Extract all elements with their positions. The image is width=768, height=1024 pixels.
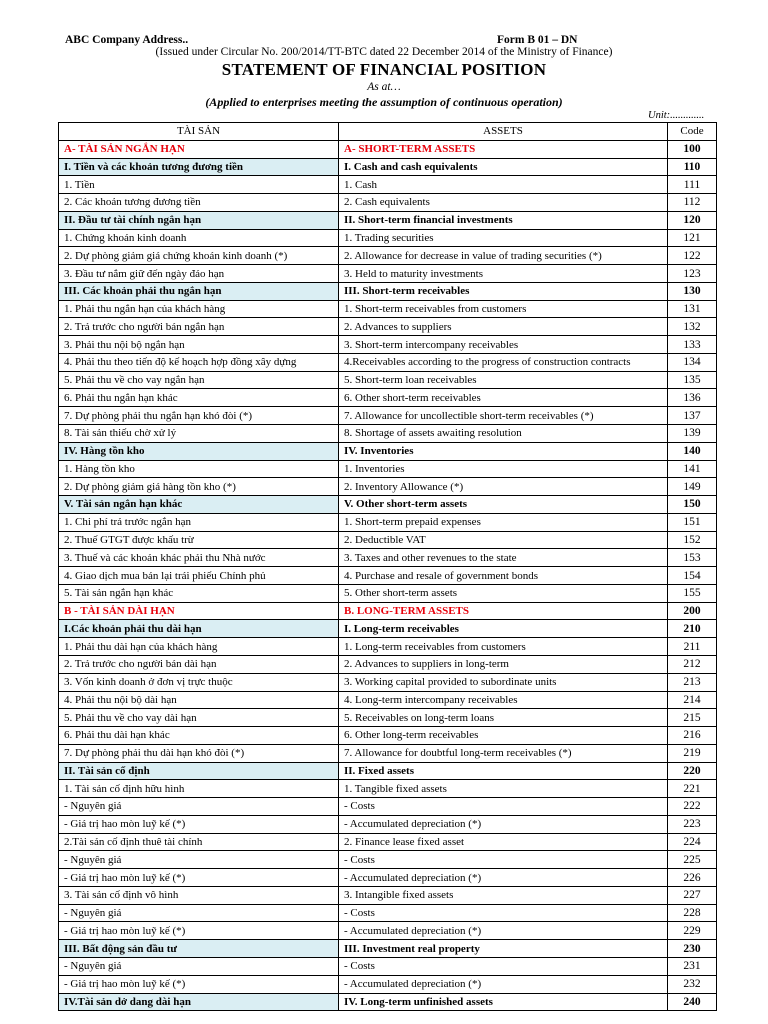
table-row (59, 176, 717, 194)
cell-code: 213 (668, 673, 717, 691)
cell-vietnamese: 1. Tiền (59, 176, 339, 194)
cell-english: 6. Other long-term receivables (339, 727, 668, 745)
table-row (59, 904, 717, 922)
table-row (59, 815, 717, 833)
cell-english: III. Short-term receivables (339, 282, 668, 300)
table-row (59, 993, 717, 1011)
cell-english: - Accumulated depreciation (*) (339, 922, 668, 940)
table-row (59, 922, 717, 940)
cell-english: 2. Cash equivalents (339, 194, 668, 212)
cell-english: 1. Cash (339, 176, 668, 194)
cell-vietnamese: 3. Phải thu nội bộ ngắn hạn (59, 336, 339, 354)
cell-vietnamese: - Nguyên giá (59, 851, 339, 869)
cell-english: 2. Advances to suppliers in long-term (339, 655, 668, 673)
cell-code: 222 (668, 798, 717, 816)
cell-code: 149 (668, 478, 717, 496)
cell-english: 7. Allowance for doubtful long-term receivables (*) (339, 744, 668, 762)
table-row (59, 638, 717, 656)
cell-english: 5. Receivables on long-term loans (339, 709, 668, 727)
cell-english: 1. Trading securities (339, 229, 668, 247)
table-row (59, 709, 717, 727)
cell-vietnamese: IV. Hàng tồn kho (59, 442, 339, 460)
cell-vietnamese: 1. Hàng tồn kho (59, 460, 339, 478)
table-row (59, 282, 717, 300)
column-header-english: ASSETS (339, 123, 668, 141)
cell-vietnamese: 2. Dự phòng giảm giá hàng tồn kho (*) (59, 478, 339, 496)
table-row (59, 442, 717, 460)
cell-code: 130 (668, 282, 717, 300)
company-address: ABC Company Address.. (65, 34, 189, 46)
table-row (59, 496, 717, 514)
cell-vietnamese: 3. Đầu tư nắm giữ đến ngày đáo hạn (59, 265, 339, 283)
cell-vietnamese: - Giá trị hao mòn luỹ kế (*) (59, 815, 339, 833)
cell-code: 240 (668, 993, 717, 1011)
table-row (59, 158, 717, 176)
cell-english: I. Long-term receivables (339, 620, 668, 638)
cell-code: 232 (668, 975, 717, 993)
table-row (59, 425, 717, 443)
cell-code: 153 (668, 549, 717, 567)
table-row (59, 957, 717, 975)
cell-vietnamese: 4. Giao dịch mua bán lại trái phiếu Chính phủ (59, 567, 339, 585)
cell-english: 3. Intangible fixed assets (339, 886, 668, 904)
cell-code: 230 (668, 940, 717, 958)
cell-vietnamese: 4. Phải thu theo tiến độ kế hoạch hợp đồng xây dựng (59, 353, 339, 371)
cell-vietnamese: 5. Tài sản ngắn hạn khác (59, 584, 339, 602)
table-row (59, 389, 717, 407)
table-row (59, 318, 717, 336)
cell-code: 224 (668, 833, 717, 851)
cell-english: 7. Allowance for uncollectible short-term receivables (*) (339, 407, 668, 425)
cell-english: 4.Receivables according to the progress of construction contracts (339, 353, 668, 371)
form-number: Form B 01 – DN (497, 34, 578, 46)
cell-english: I. Cash and cash equivalents (339, 158, 668, 176)
cell-code: 141 (668, 460, 717, 478)
cell-english: 1. Long-term receivables from customers (339, 638, 668, 656)
table-row (59, 531, 717, 549)
cell-vietnamese: 6. Phải thu ngắn hạn khác (59, 389, 339, 407)
page-title: STATEMENT OF FINANCIAL POSITION (221, 60, 547, 79)
cell-english: - Costs (339, 957, 668, 975)
as-at-line: As at… (367, 81, 401, 93)
cell-english: 2. Deductible VAT (339, 531, 668, 549)
cell-vietnamese: 1. Phải thu ngắn hạn của khách hàng (59, 300, 339, 318)
cell-vietnamese: 3. Vốn kinh doanh ở đơn vị trực thuộc (59, 673, 339, 691)
cell-vietnamese: 6. Phải thu dài hạn khác (59, 727, 339, 745)
cell-vietnamese: 1. Phải thu dài hạn của khách hàng (59, 638, 339, 656)
cell-code: 220 (668, 762, 717, 780)
table-row (59, 247, 717, 265)
table-row (59, 975, 717, 993)
cell-english: III. Investment real property (339, 940, 668, 958)
table-row (59, 833, 717, 851)
cell-english: - Accumulated depreciation (*) (339, 815, 668, 833)
cell-english: B. LONG-TERM ASSETS (339, 602, 668, 620)
cell-vietnamese: 1. Tài sản cố định hữu hình (59, 780, 339, 798)
table-row (59, 140, 717, 158)
cell-english: A- SHORT-TERM ASSETS (339, 140, 668, 158)
cell-code: 140 (668, 442, 717, 460)
cell-english: 1. Short-term receivables from customers (339, 300, 668, 318)
cell-english: IV. Long-term unfinished assets (339, 993, 668, 1011)
table-row (59, 851, 717, 869)
table-row (59, 229, 717, 247)
table-row (59, 655, 717, 673)
cell-vietnamese: - Giá trị hao mòn luỹ kế (*) (59, 975, 339, 993)
table-row (59, 353, 717, 371)
cell-english: - Accumulated depreciation (*) (339, 975, 668, 993)
cell-code: 150 (668, 496, 717, 514)
cell-code: 227 (668, 886, 717, 904)
cell-vietnamese: - Nguyên giá (59, 957, 339, 975)
balance-sheet-table (58, 122, 717, 1011)
cell-english: 1. Tangible fixed assets (339, 780, 668, 798)
table-row (59, 602, 717, 620)
table-row (59, 371, 717, 389)
cell-code: 123 (668, 265, 717, 283)
table-row (59, 762, 717, 780)
cell-vietnamese: B - TÀI SẢN DÀI HẠN (59, 602, 339, 620)
cell-vietnamese: - Nguyên giá (59, 904, 339, 922)
cell-english: IV. Inventories (339, 442, 668, 460)
cell-code: 137 (668, 407, 717, 425)
cell-code: 229 (668, 922, 717, 940)
cell-english: 4. Purchase and resale of government bonds (339, 567, 668, 585)
cell-code: 211 (668, 638, 717, 656)
cell-code: 139 (668, 425, 717, 443)
cell-vietnamese: 7. Dự phòng phải thu dài hạn khó đòi (*) (59, 744, 339, 762)
cell-vietnamese: 2. Dự phòng giảm giá chứng khoán kinh doanh (*) (59, 247, 339, 265)
cell-code: 155 (668, 584, 717, 602)
cell-vietnamese: 5. Phải thu về cho vay dài hạn (59, 709, 339, 727)
table-row (59, 798, 717, 816)
column-header-vietnamese: TÀI SẢN (59, 123, 339, 141)
cell-english: - Costs (339, 851, 668, 869)
cell-vietnamese: 2. Thuế GTGT được khấu trừ (59, 531, 339, 549)
cell-code: 131 (668, 300, 717, 318)
cell-code: 111 (668, 176, 717, 194)
cell-code: 223 (668, 815, 717, 833)
cell-vietnamese: 1. Chi phí trả trước ngắn hạn (59, 513, 339, 531)
table-row (59, 211, 717, 229)
cell-vietnamese: 2. Trả trước cho người bán ngắn hạn (59, 318, 339, 336)
table-row (59, 265, 717, 283)
cell-english: - Costs (339, 798, 668, 816)
cell-code: 122 (668, 247, 717, 265)
table-row (59, 691, 717, 709)
cell-english: 2. Allowance for decrease in value of trading securities (*) (339, 247, 668, 265)
issued-note: (Issued under Circular No. 200/2014/TT-BTC dated 22 December 2014 of the Ministry of Finance) (155, 46, 613, 58)
cell-vietnamese: 3. Tài sản cố định vô hình (59, 886, 339, 904)
cell-code: 231 (668, 957, 717, 975)
cell-code: 100 (668, 140, 717, 158)
cell-english: 3. Working capital provided to subordinate units (339, 673, 668, 691)
table-row (59, 460, 717, 478)
cell-vietnamese: 3. Thuế và các khoản khác phải thu Nhà nước (59, 549, 339, 567)
cell-english: 2. Finance lease fixed asset (339, 833, 668, 851)
unit-label: Unit:............. (648, 110, 705, 121)
cell-code: 110 (668, 158, 717, 176)
cell-english: V. Other short-term assets (339, 496, 668, 514)
cell-vietnamese: 2. Trả trước cho người bán dài hạn (59, 655, 339, 673)
cell-vietnamese: 2.Tài sản cố định thuê tài chính (59, 833, 339, 851)
table-row (59, 940, 717, 958)
cell-english: 5. Other short-term assets (339, 584, 668, 602)
cell-vietnamese: A- TÀI SẢN NGẮN HẠN (59, 140, 339, 158)
cell-code: 215 (668, 709, 717, 727)
table-row (59, 567, 717, 585)
cell-code: 133 (668, 336, 717, 354)
cell-vietnamese: II. Đầu tư tài chính ngắn hạn (59, 211, 339, 229)
table-row (59, 780, 717, 798)
cell-vietnamese: III. Các khoản phải thu ngắn hạn (59, 282, 339, 300)
cell-vietnamese: I. Tiền và các khoản tương đương tiền (59, 158, 339, 176)
cell-code: 228 (668, 904, 717, 922)
table-row (59, 727, 717, 745)
cell-vietnamese: - Giá trị hao mòn luỹ kế (*) (59, 869, 339, 887)
cell-english: 2. Advances to suppliers (339, 318, 668, 336)
cell-code: 200 (668, 602, 717, 620)
table-row (59, 584, 717, 602)
applicability-note: (Applied to enterprises meeting the assumption of continuous operation) (205, 95, 563, 109)
cell-code: 136 (668, 389, 717, 407)
cell-vietnamese: 4. Phải thu nội bộ dài hạn (59, 691, 339, 709)
cell-code: 216 (668, 727, 717, 745)
table-row (59, 513, 717, 531)
table-row (59, 336, 717, 354)
cell-vietnamese: - Giá trị hao mòn luỹ kế (*) (59, 922, 339, 940)
cell-english: 2. Inventory Allowance (*) (339, 478, 668, 496)
cell-vietnamese: 5. Phải thu về cho vay ngắn hạn (59, 371, 339, 389)
cell-code: 112 (668, 194, 717, 212)
cell-english: - Accumulated depreciation (*) (339, 869, 668, 887)
cell-english: 3. Short-term intercompany receivables (339, 336, 668, 354)
table-row (59, 549, 717, 567)
cell-code: 134 (668, 353, 717, 371)
cell-code: 132 (668, 318, 717, 336)
cell-english: II. Short-term financial investments (339, 211, 668, 229)
cell-english: 8. Shortage of assets awaiting resolution (339, 425, 668, 443)
table-header-row (59, 123, 717, 141)
table-row (59, 407, 717, 425)
cell-code: 221 (668, 780, 717, 798)
cell-english: II. Fixed assets (339, 762, 668, 780)
cell-vietnamese: 8. Tài sản thiếu chờ xử lý (59, 425, 339, 443)
cell-english: - Costs (339, 904, 668, 922)
table-row (59, 620, 717, 638)
cell-code: 226 (668, 869, 717, 887)
cell-english: 1. Short-term prepaid expenses (339, 513, 668, 531)
cell-vietnamese: 2. Các khoản tương đương tiền (59, 194, 339, 212)
cell-vietnamese: IV.Tài sản dở dang dài hạn (59, 993, 339, 1011)
table-row (59, 300, 717, 318)
cell-code: 219 (668, 744, 717, 762)
cell-english: 5. Short-term loan receivables (339, 371, 668, 389)
table-row (59, 869, 717, 887)
cell-vietnamese: V. Tài sản ngắn hạn khác (59, 496, 339, 514)
cell-code: 135 (668, 371, 717, 389)
cell-vietnamese: 7. Dự phòng phải thu ngắn hạn khó đòi (*) (59, 407, 339, 425)
cell-code: 121 (668, 229, 717, 247)
cell-english: 1. Inventories (339, 460, 668, 478)
cell-vietnamese: - Nguyên giá (59, 798, 339, 816)
cell-code: 210 (668, 620, 717, 638)
table-row (59, 673, 717, 691)
table-row (59, 194, 717, 212)
cell-vietnamese: II. Tài sản cố định (59, 762, 339, 780)
cell-english: 4. Long-term intercompany receivables (339, 691, 668, 709)
cell-english: 3. Taxes and other revenues to the state (339, 549, 668, 567)
cell-vietnamese: III. Bất động sản đầu tư (59, 940, 339, 958)
cell-code: 120 (668, 211, 717, 229)
cell-code: 151 (668, 513, 717, 531)
table-row (59, 478, 717, 496)
column-header-code: Code (668, 123, 717, 141)
cell-english: 3. Held to maturity investments (339, 265, 668, 283)
cell-code: 225 (668, 851, 717, 869)
table-row (59, 886, 717, 904)
cell-vietnamese: I.Các khoản phải thu dài hạn (59, 620, 339, 638)
cell-vietnamese: 1. Chứng khoán kinh doanh (59, 229, 339, 247)
cell-english: 6. Other short-term receivables (339, 389, 668, 407)
cell-code: 152 (668, 531, 717, 549)
cell-code: 154 (668, 567, 717, 585)
cell-code: 214 (668, 691, 717, 709)
cell-code: 212 (668, 655, 717, 673)
table-row (59, 744, 717, 762)
